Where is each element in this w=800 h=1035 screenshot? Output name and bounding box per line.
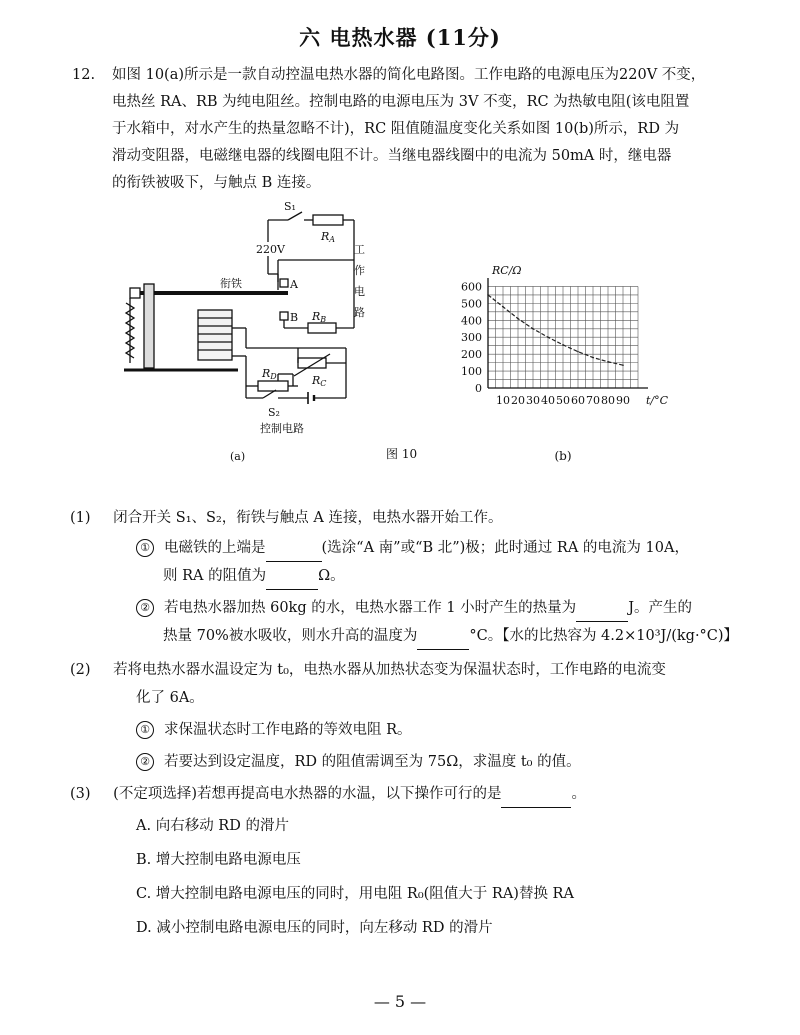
part2-item2 [136,748,581,776]
option-b[interactable]: B. 增大控制电路电源电压 [136,852,301,868]
part1-item2-text-a: 若电热水器加热 60kg 的水，电热水器工作 1 小时产生的热量为 [164,600,577,616]
part1-item1 [136,534,689,562]
data-point [607,361,609,363]
option-a[interactable]: A. 向右移动 RD 的滑片 [136,818,289,834]
resistor-rb [308,323,336,333]
question-line: 电热丝 RA、RB 为纯电阻丝。控制电路的电源电压为 3V 不变，RC 为热敏电阻(该电阻置 [112,94,690,110]
question-line: 滑动变阻器，电磁继电器的线圈电阻不计。当继电器线圈中的电流为 50mA 时，继电器 [112,148,672,164]
label-contact-b: B [290,311,299,324]
armature-pivot [144,284,154,368]
label-ra: RA [321,230,336,244]
x-tick-label: 60 [571,394,585,407]
data-point [502,306,504,308]
question-line: 的衔铁被吸下，与触点 B 连接。 [112,175,321,191]
part1-item2 [136,594,692,622]
part1-item1-text-b: (选涂“A 南”或“B 北”)极；此时通过 RA 的电流为 10A， [321,540,689,556]
data-point [517,318,519,320]
part1-item2-text-b: J。产生的 [628,600,692,616]
label-rd: RD [262,367,277,381]
part1-item2-text-c: 热量 70%被水吸收，则水升高的温度为 [163,628,418,644]
part1-item2-cont [163,622,738,650]
answer-blank[interactable] [266,571,318,590]
label-gongzuo-1: 作 [354,264,365,277]
y-axis-label: RC/Ω [492,264,522,277]
data-point [577,351,579,353]
data-point [487,294,489,296]
label-gongzuo-0: 工 [354,243,365,256]
label-220v: 220V [256,243,285,256]
label-rb: RB [312,310,327,324]
y-tick-label: 300 [461,331,482,345]
part2-line2: 化了 6A。 [136,690,204,706]
part1-item1-cont [163,562,345,590]
circuit-labels [220,200,365,463]
part1-item2-text-d: °C。【水的比热容为 4.2×10³J/(kg·°C)】 [469,628,739,644]
part3-stem [70,780,586,808]
y-tick-label: 500 [461,297,482,311]
part2-stem [70,656,666,684]
answer-blank[interactable] [576,603,628,622]
x-axis-label: t/°C [646,394,669,407]
item-marker: ① [136,721,154,739]
section-title: 六 电热水器 (11分) [299,25,501,50]
caption-b: (b) [554,449,572,463]
y-tick-label: 600 [461,280,482,294]
part1-number: (1) [70,510,91,526]
contact-a [280,279,288,287]
y-tick-label: 400 [461,314,482,328]
part2-item1 [136,716,412,744]
part2-number: (2) [70,662,91,678]
answer-blank[interactable] [266,543,322,562]
part3-number: (3) [70,786,91,802]
label-s1: S₁ [284,200,296,213]
question-line: 如图 10(a)所示是一款自动控温电热水器的简化电路图。工作电路的电源电压为220V 不变， [112,67,706,83]
rc-arrow [294,354,330,376]
figure-caption: 图 10 [386,447,418,461]
label-xiantie: 衔铁 [220,277,242,290]
data-point [622,364,624,366]
question-line: 于水箱中，对水产生的热量忽略不计)，RC 阻值随温度变化关系如图 10(b)所示，RD 为 [112,121,680,137]
part2-item2-text: 若要达到设定温度，RD 的阻值需调至为 75Ω，求温度 t₀ 的值。 [164,754,581,770]
figure-10 [118,198,718,478]
x-tick-label: 70 [586,394,600,407]
data-point [547,336,549,338]
y-tick-label: 100 [461,365,482,379]
question-number: 12. [72,67,96,83]
spring [126,303,134,358]
part1-intro-text: 闭合开关 S₁、S₂，衔铁与触点 A 连接，电热水器开始工作。 [113,510,503,526]
item-marker: ② [136,599,154,617]
x-tick-label: 30 [526,394,540,407]
part1-intro [70,504,502,532]
data-point [532,328,534,330]
item-marker: ① [136,539,154,557]
x-tick-label: 80 [601,394,615,407]
switch-s1-blade [288,212,302,220]
label-gongzuo-3: 路 [354,306,365,319]
x-tick-label: 90 [616,394,630,407]
question-12 [72,62,732,197]
part3-stem-text: (不定项选择)若想再提高电水热器的水温，以下操作可行的是 [113,786,502,802]
answer-blank[interactable] [501,789,571,808]
label-rc: RC [312,374,327,388]
label-contact-a: A [290,278,298,291]
x-tick-label: 40 [541,394,555,407]
part2-item1-text: 求保温状态时工作电路的等效电阻 R。 [164,722,412,738]
part2-line1: 若将电热水器水温设定为 t₀，电热水器从加热状态变为保温状态时，工作电路的电流变 [113,662,666,678]
option-c[interactable]: C. 增大控制电路电源电压的同时，用电阻 R₀(阻值大于 RA)替换 RA [136,886,574,902]
x-tick-label: 50 [556,394,570,407]
x-tick-label: 20 [511,394,525,407]
y-tick-label: 200 [461,348,482,362]
answer-blank[interactable] [417,631,469,650]
y-tick-label: 0 [475,382,482,395]
part1-item1-text-c: 则 RA 的阻值为 [163,568,267,584]
label-kongzhi: 控制电路 [260,422,304,435]
item-marker: ② [136,753,154,771]
part1-item1-text-a: 电磁铁的上端是 [164,540,266,556]
x-tick-label: 10 [496,394,510,407]
data-point [592,357,594,359]
label-gongzuo-2: 电 [354,285,365,298]
chart-b [461,264,669,463]
resistor-rd [258,381,288,391]
data-point [562,344,564,346]
page-number: — 5 — [373,992,427,1011]
part3-stem-end: 。 [571,786,586,802]
resistor-ra [313,215,343,225]
label-s2: S₂ [268,406,280,419]
contact-b [280,312,288,320]
caption-a: (a) [230,450,246,463]
part1-item1-text-d: Ω。 [318,568,345,584]
option-d[interactable]: D. 减小控制电路电源电压的同时，向左移动 RD 的滑片 [136,920,493,936]
